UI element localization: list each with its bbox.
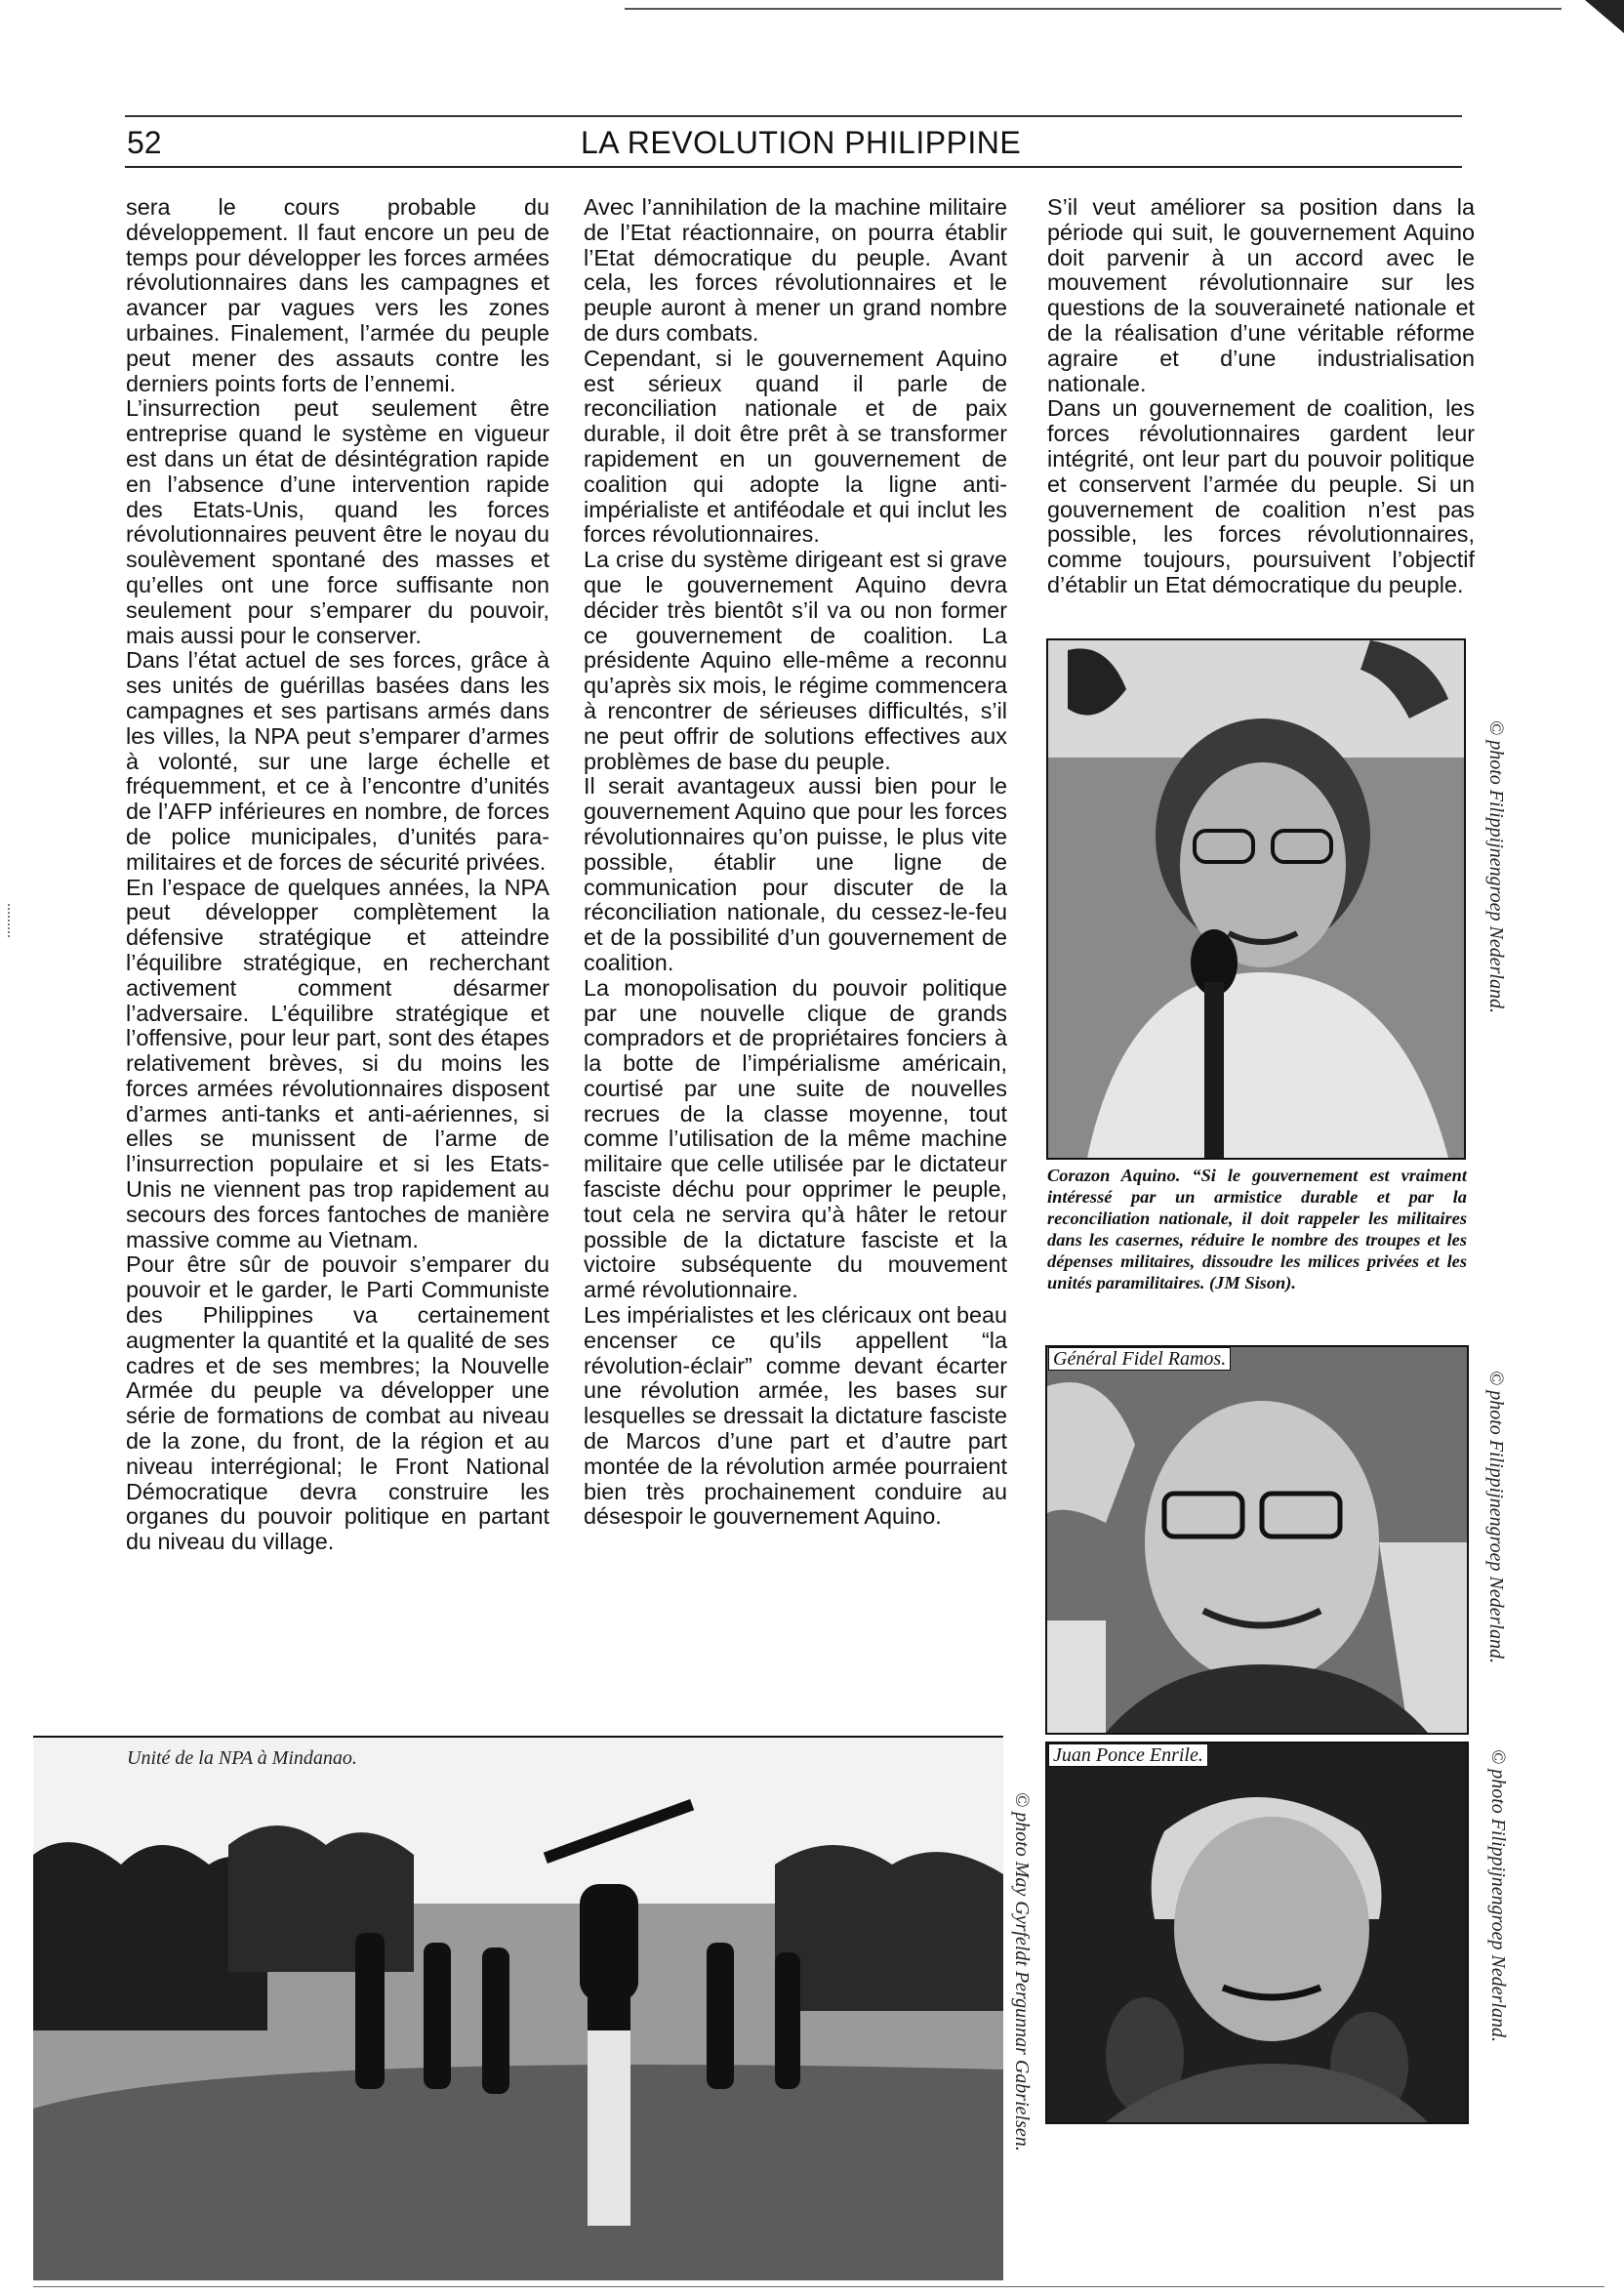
paragraph: La crise du système dirigeant est si grave que le gouvernement Aquino devra décider très bientôt s’il va ou non former ce gouvernement de coalition. La présidente Aquino elle-même a reconnu qu’après six mois, le régime commencera à rencontrer de sérieuses difficultés, s’il ne peut offrir de solutions effectives aux problèmes de base du peuple. — [584, 547, 1007, 774]
photo-fidel-ramos — [1045, 1345, 1469, 1735]
photo-npa-unit — [33, 1736, 1003, 2280]
paragraph: Avec l’annihilation de la machine militaire de l’Etat réactionnaire, on pourra établir l’Etat démocratique du peuple. Avant cela, les forces révolutionnaires et le peuple auront à mener un grand nombre de durs combats. — [584, 194, 1007, 346]
caption-npa: Unité de la NPA à Mindanao. — [127, 1747, 357, 1769]
scan-edge-line — [625, 8, 1562, 10]
text-column-3 — [1047, 195, 1475, 598]
text-column-1 — [126, 195, 549, 1555]
photo-corazon-aquino — [1046, 638, 1466, 1160]
paragraph: L’insurrection peut seulement être entreprise quand le système en vigueur est dans un état de désintégration rapide en l’absence d’une intervention rapide des Etats-Unis, quand les forces révolutionnaires peuvent être le noyau du soulèvement spontané des masses et qu’elles ont une force suffisante non seulement pour s’emparer du pouvoir, mais aussi pour le conserver. — [126, 395, 549, 648]
photo-juan-ponce-enrile — [1045, 1742, 1469, 2124]
paragraph: S’il veut améliorer sa position dans la période qui suit, le gouvernement Aquino doit parvenir à un accord avec le mouvement révolutionnaire sur les questions de la souveraineté nationale et de la réalisation d’une véritable réforme agraire et d’une industrialisation nationale. — [1047, 194, 1475, 396]
paragraph: sera le cours probable du développement. Il faut encore un peu de temps pour développer les forces armées révolutionnaires dans les campagnes et avancer par vagues vers les zones urbaines. Finalement, l’armée du peuple peut mener des assauts contre les derniers points forts de l’ennemi. — [126, 194, 549, 396]
photo-credit-npa: © photo May Gyrfeldt Pergunnar Gabrielsen. — [1011, 1792, 1033, 2152]
photo-credit-aquino: © photo Filippijnengroep Nederland. — [1485, 720, 1507, 1013]
paragraph: Dans l’état actuel de ses forces, grâce à ses unités de guérillas basées dans les campagnes et ses partisans armés dans les villes, la NPA peut s’emparer d’armes à volonté, sur une large échelle et fréquemment, et ce à l’encontre d’unités de l’AFP inférieures en nombre, de forces de police municipales, d’unités para-militaires et de forces de sécurité privées. — [126, 647, 549, 875]
paragraph: Il serait avantageux aussi bien pour le gouvernement Aquino que pour les forces révolutionnaires qu’on puisse, le plus vite possible, établir une ligne de communication pour discuter de la réconciliation nationale, du cessez-le-feu et de la possibilité d’un gouvernement de coalition. — [584, 773, 1007, 975]
photo-credit-ramos: © photo Filippijnengroep Nederland. — [1485, 1371, 1507, 1663]
portrait-ramos-illustration — [1047, 1347, 1467, 1733]
paragraph: Dans un gouvernement de coalition, les forces révolutionnaires gardent leur intégrité, ont leur part du pouvoir politique et conservent l’armée du peuple. Si un gouvernement de coalition n’est pas possible, les forces révolutionnaires, comme toujours, poursuivent l’objectif d’établir un Etat démocratique du peuple. — [1047, 395, 1475, 597]
running-head: LA REVOLUTION PHILIPPINE — [581, 125, 1022, 160]
portrait-enrile-illustration — [1047, 1743, 1467, 2122]
scan-bottom-edge — [33, 2286, 1604, 2287]
paragraph: Pour être sûr de pouvoir s’emparer du pouvoir et le garder, le Parti Communiste des Philippines va certainement augmenter la quantité et la qualité de ses cadres et de ses membres; la Nouvelle Armée du peuple va développer une série de formations de combat au niveau de la zone, du front, de la région et au niveau interrégional; le Front National Démocratique devra construire les organes du pouvoir politique en partant du niveau du village. — [126, 1251, 549, 1555]
portrait-aquino-illustration — [1048, 640, 1464, 1158]
text-column-2 — [584, 195, 1007, 1530]
paragraph: Cependant, si le gouvernement Aquino est sérieux quand il parle de reconciliation nationale et de paix durable, il doit être prêt à se transformer rapidement en un gouvernement de coalition qui adopte la ligne anti-impérialiste et antiféodale et qui inclut les forces révolutionnaires. — [584, 345, 1007, 548]
page-header — [125, 115, 1462, 168]
page-number: 52 — [127, 125, 162, 160]
scan-corner-mark — [1585, 0, 1624, 33]
label-ramos: Général Fidel Ramos. — [1048, 1347, 1231, 1371]
npa-unit-illustration — [33, 1738, 1003, 2280]
paragraph: En l’espace de quelques années, la NPA peut développer complètement la défensive stratégique et atteindre l’équilibre stratégique, en recherchant activement comment désarmer l’adversaire. L’équilibre stratégique et l’offensive, pour leur part, sont des étapes relativement brèves, si du moins les forces armées révolutionnaires disposent d’armes anti-tanks et anti-aériennes, si elles se munissent de l’arme de l’insurrection populaire et si les Etats-Unis ne viennent pas trop rapidement au secours des forces fantoches de manière massive comme au Vietnam. — [126, 874, 549, 1252]
scan-top-edge — [0, 0, 1624, 10]
scan-margin-mark — [8, 904, 10, 937]
label-enrile: Juan Ponce Enrile. — [1048, 1743, 1208, 1767]
caption-aquino: Corazon Aquino. “Si le gouvernement est vraiment intéressé par un armistice durable et par la reconciliation nationale, il doit rappeler les militaires dans les casernes, réduire le nombre des troupes et les dépenses militaires, dissoudre les milices privées et les unités paramilitaires. (JM Sison). — [1047, 1166, 1467, 1292]
paragraph: La monopolisation du pouvoir politique par une nouvelle clique de grands compradors et de propriétaires fonciers à la botte de l’impérialisme américain, courtisé par une suite de nouvelles recrues de la classe moyenne, tout comme l’utilisation de la même machine militaire que celle utilisée par le dictateur fasciste déchu pour opprimer le peuple, tout cela ne servira qu’à hâter le retour possible de la dictature fasciste et la victoire subséquente du mouvement armé révolutionnaire. — [584, 974, 1007, 1303]
photo-credit-enrile: © photo Filippijnengroep Nederland. — [1487, 1749, 1509, 2042]
paragraph: Les impérialistes et les cléricaux ont beau encenser ce qu’ils appellent “la révolution-éclair” comme devant écarter une révolution armée, les bases sur lesquelles se dressait la dictature fasciste de Marcos d’une part et d’autre part montée de la révolution armée pourraient bien très prochainement conduire au désespoir le gouvernement Aquino. — [584, 1302, 1007, 1530]
